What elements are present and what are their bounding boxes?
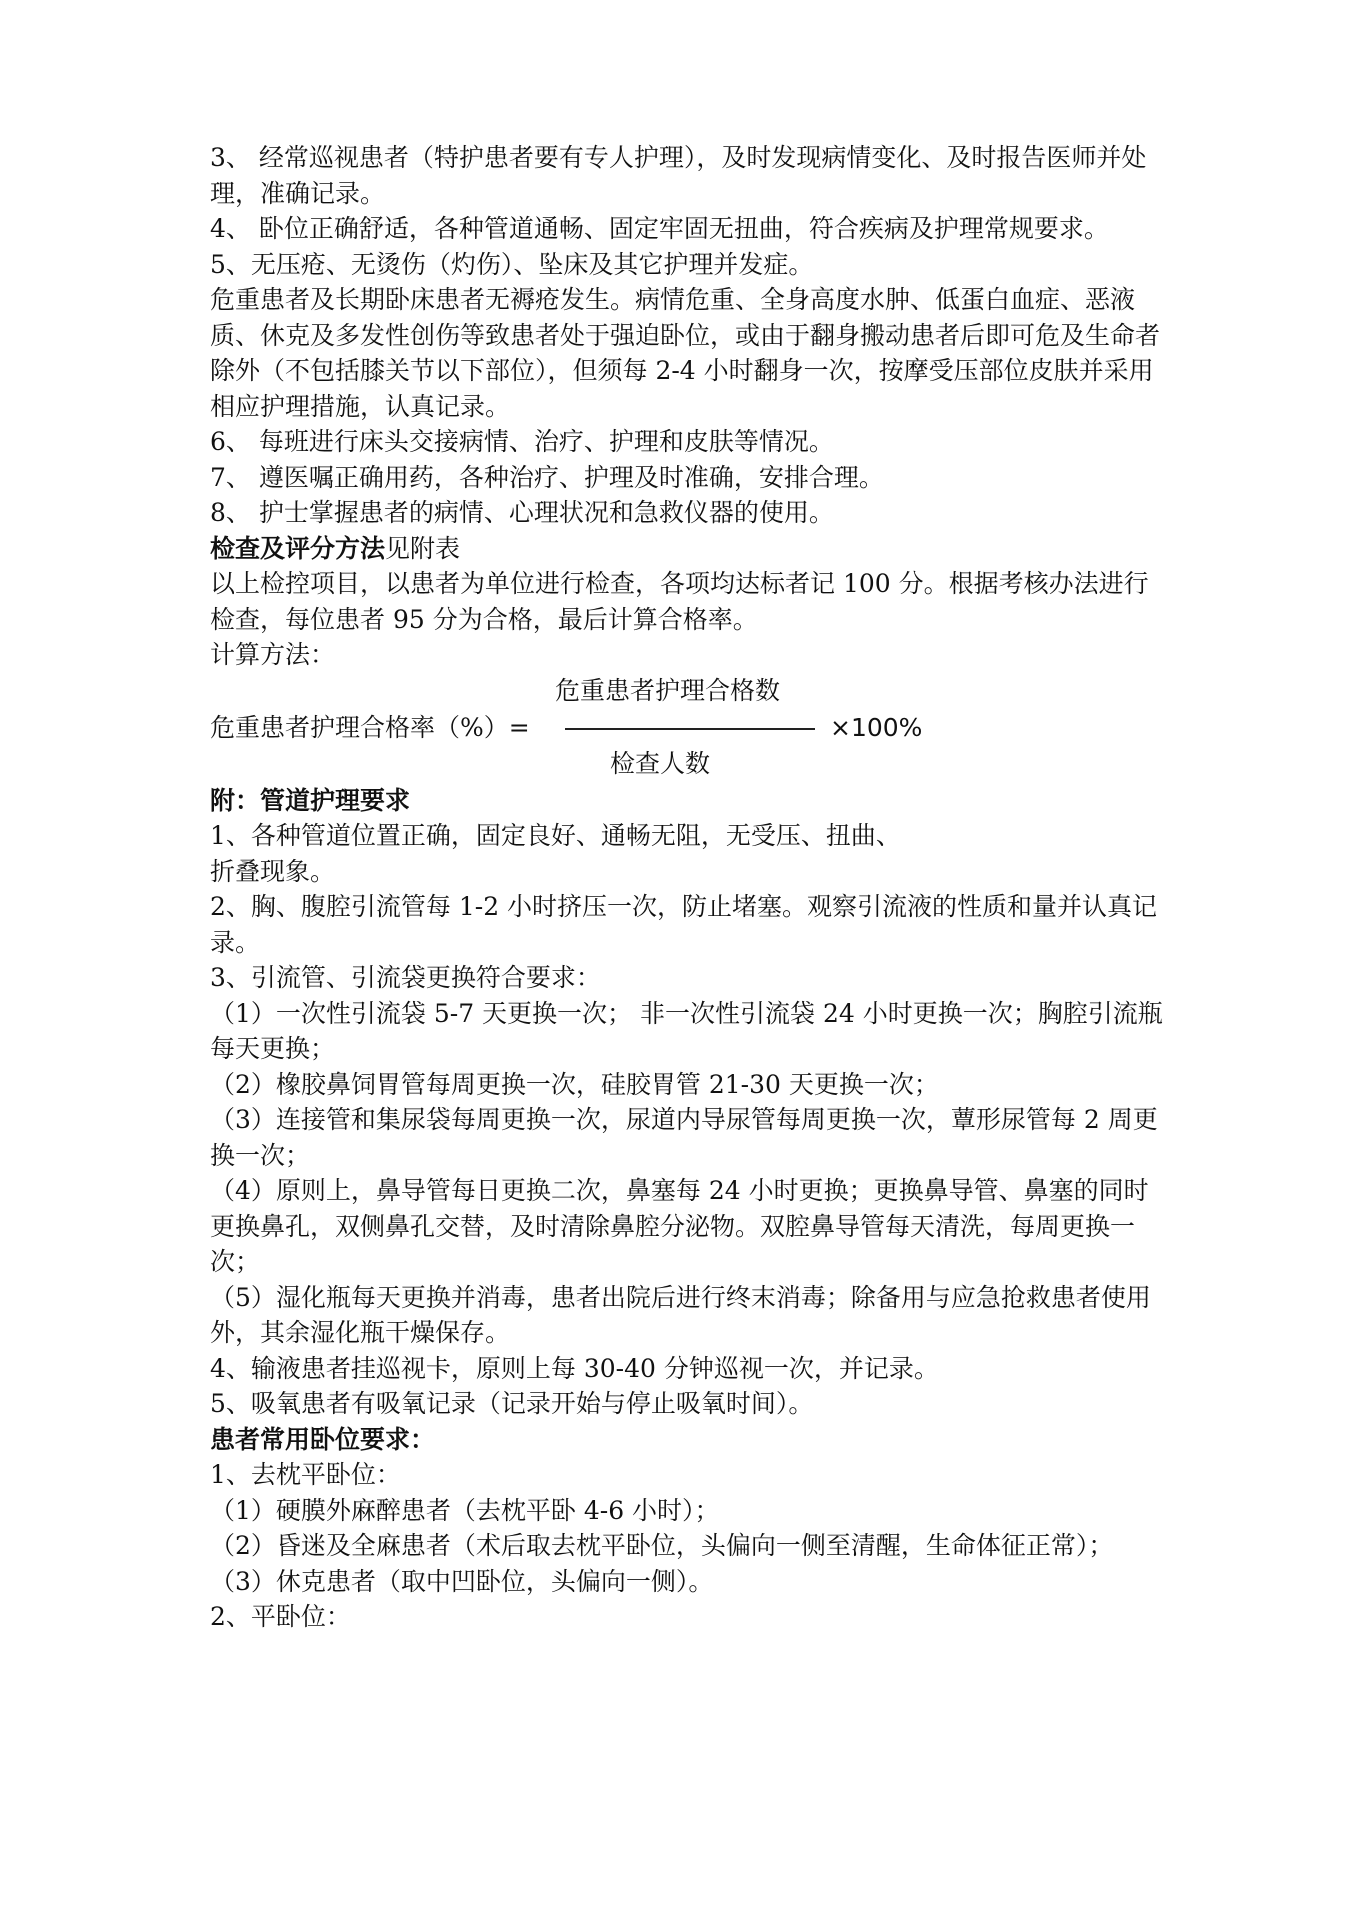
formula-denominator: 检查人数	[610, 748, 711, 778]
tube-care-heading: 附：管道护理要求	[210, 785, 411, 815]
item-4: 4、 卧位正确舒适，各种管道通畅、固定牢固无扭曲，符合疾病及护理常规要求。	[210, 214, 1109, 243]
tube-line: （2）橡胶鼻饲胃管每周更换一次，硅胶胃管 21-30 天更换一次；	[210, 1069, 939, 1099]
pressure-sore-paragraph: 危重患者及长期卧床患者无褥疮发生。病情危重、全身高度水肿、低蛋白血症、恶液质、休克及多发性创伤等致患者处于强迫卧位，或由于翻身搬动患者后即可危及生命者除外（不包括膝关节以下部位），但须每 2-4 小时翻身一次，按摩受压部位皮肤并采用相应护理措施，认真记录。	[210, 285, 1161, 421]
tube-line: 3、引流管、引流袋更换符合要求：	[210, 963, 601, 992]
tube-line: （3）连接管和集尿袋每周更换一次，尿道内导尿管每周更换一次，蕈形尿管每 2 周更换一次；	[210, 1105, 1158, 1170]
position-heading: 患者常用卧位要求：	[210, 1424, 436, 1454]
document-body	[210, 140, 1170, 1635]
tube-line: （4）原则上，鼻导管每日更换二次，鼻塞每 24 小时更换；更换鼻导管、鼻塞的同时更换鼻孔，双侧鼻孔交替，及时清除鼻腔分泌物。双腔鼻导管每天清洗，每周更换一次；	[210, 1176, 1149, 1276]
item-7: 7、 遵医嘱正确用药，各种治疗、护理及时准确，安排合理。	[210, 462, 884, 492]
tube-line: 2、胸、腹腔引流管每 1-2 小时挤压一次，防止堵塞。观察引流液的性质和量并认真记录。	[210, 892, 1158, 957]
tube-line: （5）湿化瓶每天更换并消毒，患者出院后进行终末消毒；除备用与应急抢救患者使用外，其余湿化瓶干燥保存。	[210, 1282, 1151, 1347]
position-line: 1、去枕平卧位：	[210, 1460, 401, 1489]
position-line: （2）昏迷及全麻患者（术后取去枕平卧位，头偏向一侧至清醒，生命体征正常）；	[210, 1531, 1114, 1560]
tube-line: （1）一次性引流袋 5-7 天更换一次； 非一次性引流袋 24 小时更换一次；胸腔引流瓶每天更换；	[210, 998, 1163, 1063]
position-line: （3）休克患者（取中凹卧位，头偏向一侧）。	[210, 1566, 714, 1596]
position-line: 2、平卧位：	[210, 1602, 351, 1631]
item-6: 6、 每班进行床头交接病情、治疗、护理和皮肤等情况。	[210, 427, 834, 456]
item-5: 5、无压疮、无烫伤（灼伤）、坠床及其它护理并发症。	[210, 249, 814, 279]
formula-lhs: 危重患者护理合格率（%）=	[210, 712, 530, 742]
formula-multiplier: ×100%	[830, 712, 923, 742]
position-line: （1）硬膜外麻醉患者（去枕平卧 4-6 小时）；	[210, 1495, 720, 1525]
check-method-heading: 检查及评分方法	[210, 533, 386, 563]
calc-method-label: 计算方法：	[210, 640, 336, 669]
pass-rate-formula	[210, 673, 1170, 783]
tube-line: 5、吸氧患者有吸氧记录（记录开始与停止吸氧时间）。	[210, 1389, 814, 1418]
formula-numerator: 危重患者护理合格数	[555, 675, 781, 705]
tube-line: 4、输液患者挂巡视卡，原则上每 30-40 分钟巡视一次，并记录。	[210, 1353, 939, 1383]
tube-line: 1、各种管道位置正确，固定良好、通畅无阻，无受压、扭曲、	[210, 821, 901, 850]
tube-line: 折叠现象。	[210, 856, 336, 886]
check-method-suffix: 见附表	[385, 533, 461, 563]
check-method-line	[210, 531, 1170, 567]
check-method-body: 以上检控项目，以患者为单位进行检查，各项均达标者记 100 分。根据考核办法进行检查，每位患者 95 分为合格，最后计算合格率。	[210, 569, 1149, 634]
item-3: 3、 经常巡视患者（特护患者要有专人护理），及时发现病情变化、及时报告医师并处理，准确记录。	[210, 143, 1147, 208]
fraction-bar	[565, 728, 815, 730]
item-8: 8、 护士掌握患者的病情、心理状况和急救仪器的使用。	[210, 498, 834, 527]
